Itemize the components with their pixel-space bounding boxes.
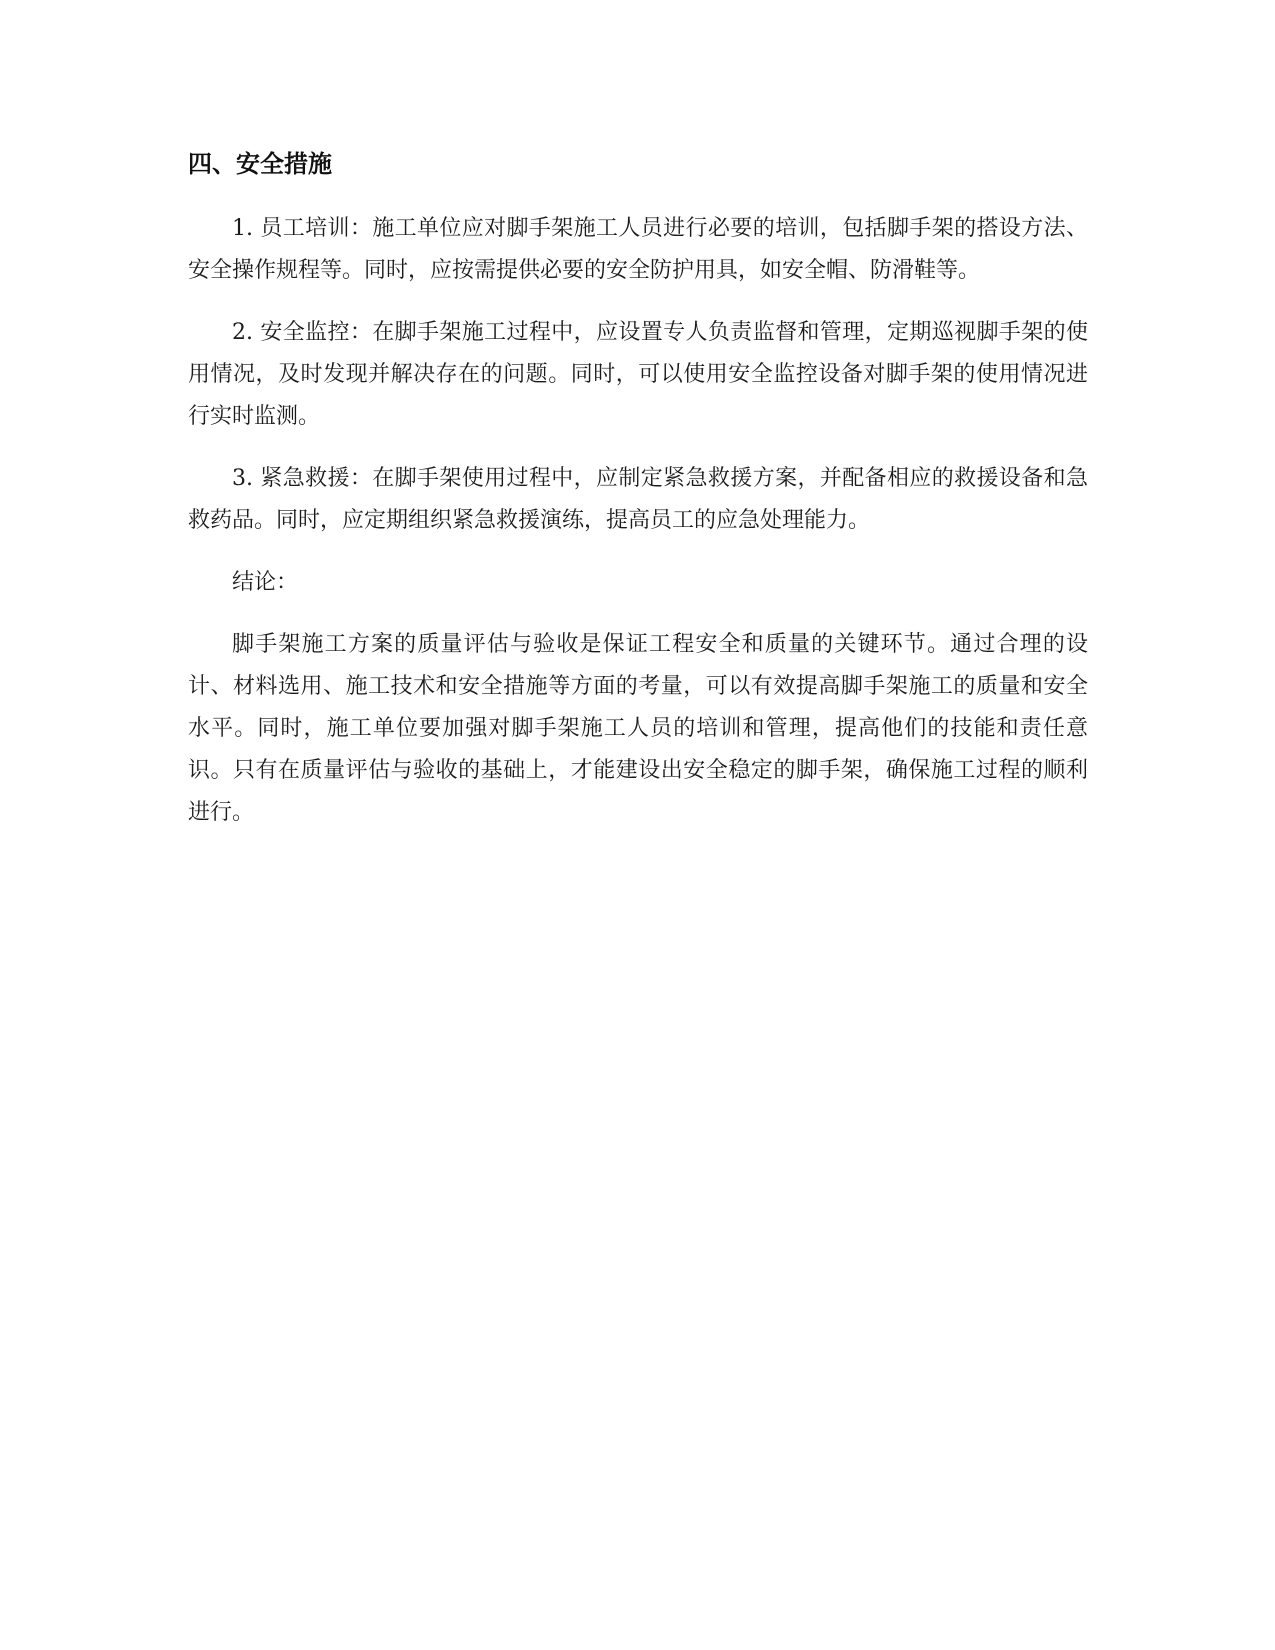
document-body	[188, 148, 1088, 854]
paragraph-conclusion-label: 结论：	[232, 570, 299, 595]
paragraph-conclusion-text: 脚手架施工方案的质量评估与验收是保证工程安全和质量的关键环节。通过合理的设计、材料选用、施工技术和安全措施等方面的考量，可以有效提高脚手架施工的质量和安全水平。同时，施工单位要加强对脚手架施工人员的培训和管理，提高他们的技能和责任意识。只有在质量评估与验收的基础上，才能建设出安全稳定的脚手架，确保施工过程的顺利进行。	[188, 632, 1088, 825]
paragraph-staff-training: 1. 员工培训：施工单位应对脚手架施工人员进行必要的培训，包括脚手架的搭设方法、安全操作规程等。同时，应按需提供必要的安全防护用具，如安全帽、防滑鞋等。	[188, 216, 1088, 283]
paragraph-emergency-rescue: 3. 紧急救援：在脚手架使用过程中，应制定紧急救援方案，并配备相应的救援设备和急救药品。同时，应定期组织紧急救援演练，提高员工的应急处理能力。	[188, 466, 1088, 533]
paragraph-safety-monitoring: 2. 安全监控：在脚手架施工过程中，应设置专人负责监督和管理，定期巡视脚手架的使用情况，及时发现并解决存在的问题。同时，可以使用安全监控设备对脚手架的使用情况进行实时监测。	[188, 320, 1088, 429]
section-heading: 四、安全措施	[188, 150, 332, 178]
